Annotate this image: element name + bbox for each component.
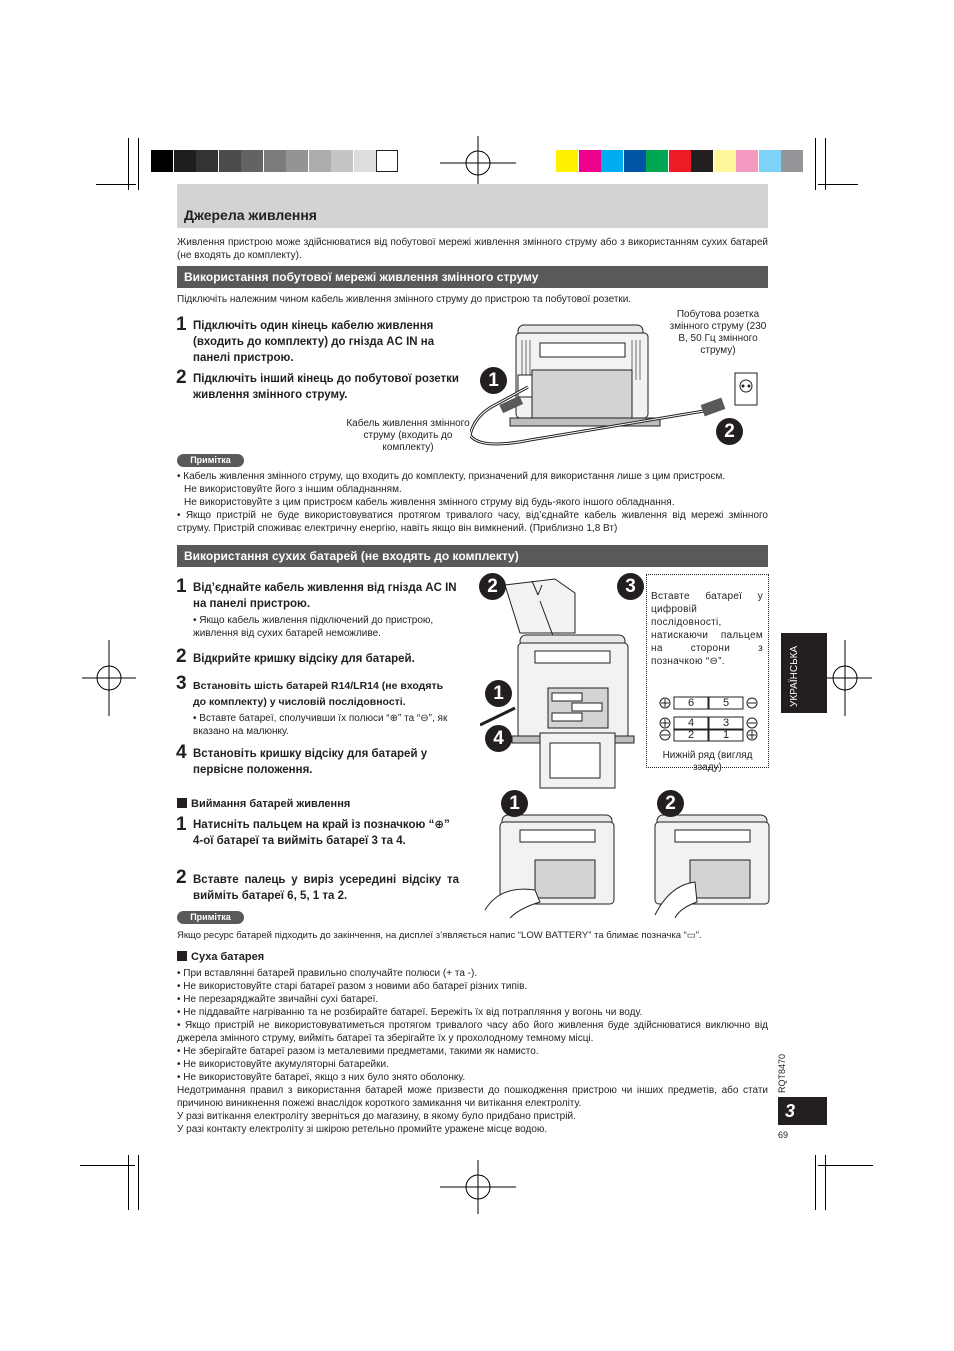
ac-intro: Підключіть належним чином кабель живлення змінного струму до пристрою та побутової розетки.	[177, 294, 632, 305]
dry-item: У разі контакту електроліту зі шкірою ретельно промийте уражене місце водою.	[177, 1124, 548, 1135]
ac-notes	[177, 470, 768, 535]
dry-battery-title	[177, 949, 457, 965]
removal-step-1-number: 1	[176, 814, 187, 835]
battery-heading: Використання сухих батарей (не входять до комплекту)	[177, 545, 768, 567]
chapter-number: 3	[778, 1097, 827, 1125]
ac-marker-2: 2	[716, 418, 743, 445]
batt-step-4-text: Встановіть кришку відсіку для батарей у первісне положення.	[193, 748, 428, 776]
batt-marker-4: 4	[485, 725, 512, 752]
color-swatch	[331, 150, 353, 172]
color-swatch	[174, 150, 196, 172]
color-swatch	[579, 150, 601, 172]
ac-note-1: • Кабель живлення змінного струму, що входить до комплекту, призначений для використання лише з цим пристроєм.	[177, 471, 726, 482]
dry-item: • Не перезаряджайте звичайні сухі батареї.	[177, 994, 379, 1005]
removal-step-1-text: Натисніть пальцем на край із позначкою “⊕” 4-ої батареї та вийміть батареї 3 та 4.	[193, 819, 450, 847]
page-title: Джерела живлення	[184, 207, 317, 223]
color-swatch	[219, 150, 241, 172]
color-swatch	[556, 150, 578, 172]
dry-item: • При вставлянні батарей правильно сполучайте полюси (+ та -).	[177, 968, 478, 979]
batt-step-2-text: Відкрийте кришку відсіку для батарей.	[193, 653, 415, 665]
removal-marker-2: 2	[657, 790, 684, 817]
registration-mark-left	[82, 640, 136, 716]
ac-note-4: • Якщо пристрій не буде використовуватися протягом тривалого часу, від’єднайте кабель живлення від мережі змінного струму. Пристрій споживає електричну енергію, навіть якщо він вимкнений. (Приблизно 1,8 Вт)	[177, 510, 768, 534]
removal-step-2-number: 2	[176, 867, 187, 888]
dry-item: Недотримання правил з використання батарей може призвести до пошкодження пристрою чи інших предметів, або стати причиною виникнення пожежі внаслідок короткого замикання чи витікання електроліту.	[177, 1085, 768, 1109]
dry-item: • Не використовуйте батареї, якщо з них було знято оболонку.	[177, 1072, 466, 1083]
color-swatch	[669, 150, 691, 172]
color-swatch	[736, 150, 758, 172]
registration-mark-bottom	[440, 1160, 516, 1214]
ac-marker-1: 1	[480, 367, 507, 394]
batt-step-3-sub: • Вставте батареї, сполучивши їх полюси “⊕” та “⊖”, як вказано на малюнку.	[193, 713, 448, 737]
battery-2: 2	[687, 729, 695, 741]
dry-item: У разі витікання електроліту зверніться до магазину, в якому було придбано пристрій.	[177, 1111, 576, 1122]
dry-item: • Якщо пристрій не використовуватиметься протягом тривалого часу або його живлення буде здійснюватися виключно від джерела змінного струму, вийміть батареї та зберігайте їх у прохолодному темному місці.	[177, 1020, 768, 1044]
dry-battery-title-text: Суха батарея	[191, 951, 265, 963]
color-swatch	[376, 150, 398, 172]
battery-note-label: Примітка	[177, 911, 244, 924]
batt-marker-1: 1	[485, 680, 512, 707]
batt-step-2-number: 2	[176, 646, 187, 667]
color-swatch	[691, 150, 713, 172]
battery-3: 3	[722, 717, 730, 729]
batt-step-3-number: 3	[176, 673, 187, 694]
ac-step-2-number: 2	[176, 367, 187, 388]
document-code: RQT8470	[777, 1053, 787, 1093]
bullet-square-icon	[177, 951, 187, 961]
dry-battery-list	[177, 967, 768, 1136]
dry-item: • Не використовуйте старі батареї разом з новими або батареї різних типів.	[177, 981, 528, 992]
color-swatch	[646, 150, 668, 172]
ac-note-label: Примітка	[177, 454, 244, 467]
batt-marker-3: 3	[617, 573, 644, 600]
removal-marker-1: 1	[501, 790, 528, 817]
removal-step-2-text: Вставте палець у виріз усередині відсіку та вийміть батареї 6, 5, 1 та 2.	[193, 874, 459, 902]
batt-step-4-number: 4	[176, 742, 187, 763]
color-swatch	[196, 150, 218, 172]
color-swatch	[241, 150, 263, 172]
color-swatch	[714, 150, 736, 172]
ac-heading: Використання побутової мережі живлення змінного струму	[177, 266, 768, 288]
color-swatch	[781, 150, 803, 172]
color-swatch	[601, 150, 623, 172]
ac-step-1-text: Підключіть один кінець кабелю живлення (входить до комплекту) до гнізда AC IN на панелі пристрою.	[193, 320, 435, 364]
ac-step-1-number: 1	[176, 314, 187, 335]
page-number: 69	[778, 1130, 789, 1140]
color-swatch	[624, 150, 646, 172]
color-swatch	[309, 150, 331, 172]
battery-row-caption: Нижній ряд (вигляд ззаду)	[662, 750, 753, 773]
dry-item: • Не використовуйте акумуляторні батарейки.	[177, 1059, 389, 1070]
battery-5: 5	[722, 697, 730, 709]
battery-1: 1	[722, 729, 730, 741]
ac-step-2-text: Підключіть інший кінець до побутової розетки живлення змінного струму.	[193, 373, 459, 401]
section-title	[177, 184, 768, 228]
color-swatch	[759, 150, 781, 172]
battery-6: 6	[687, 697, 695, 709]
ac-note-3: Не використовуйте з цим пристроєм кабель живлення змінного струму від будь-якого іншого обладнання.	[184, 497, 675, 508]
batt-step-1-sub: • Якщо кабель живлення підключений до пристрою, живлення від сухих батарей неможливе.	[193, 615, 434, 639]
removal-title-text: Виймання батарей живлення	[191, 798, 351, 810]
removal-title	[177, 796, 457, 812]
color-swatch	[151, 150, 173, 172]
batt-step-3-text: Встановіть шість батарей R14/LR14 (не входять до комплекту) у числовій послідовності.	[193, 680, 444, 708]
battery-note: Якщо ресурс батарей підходить до закінчення, на дисплеї з’являється напис “LOW BATTERY” та блимає позначка “▭”.	[177, 930, 702, 941]
batt-step-1-number: 1	[176, 576, 187, 597]
intro-text: Живлення пристрою може здійснюватися від побутової мережі живлення змінного струму або з використанням сухих батарей (не входять до комплекту).	[177, 237, 768, 261]
ac-note-2: Не використовуйте його з іншим обладнанням.	[184, 484, 402, 495]
language-side-tab	[781, 633, 827, 713]
dry-item: • Не зберігайте батареї разом із металевими предметами, такими як намисто.	[177, 1046, 539, 1057]
cable-label: Кабель живлення змінного струму (входить до комплекту)	[346, 418, 470, 453]
batt-step-1-text: Від’єднайте кабель живлення від гнізда AC IN на панелі пристрою.	[193, 582, 457, 610]
battery-4: 4	[687, 717, 695, 729]
dry-item: • Не піддавайте нагріванню та не розбирайте батареї. Бережіть їх від потрапляння у вогонь чи воду.	[177, 1007, 643, 1018]
color-swatch	[286, 150, 308, 172]
color-swatch	[354, 150, 376, 172]
outlet-label: Побутова розетка змінного струму (230 В, 50 Гц змінного струму)	[669, 309, 767, 356]
batt-marker-2: 2	[479, 573, 506, 600]
battery-callout-text: Вставте батареї у цифровій послідовності, натискаючи пальцем на сторони з позначкою “⊖”.	[651, 591, 763, 667]
language-label: УКРАЇНСЬКА	[789, 645, 800, 707]
registration-mark-top	[440, 136, 516, 190]
bullet-square-icon	[177, 798, 187, 808]
color-swatch	[264, 150, 286, 172]
